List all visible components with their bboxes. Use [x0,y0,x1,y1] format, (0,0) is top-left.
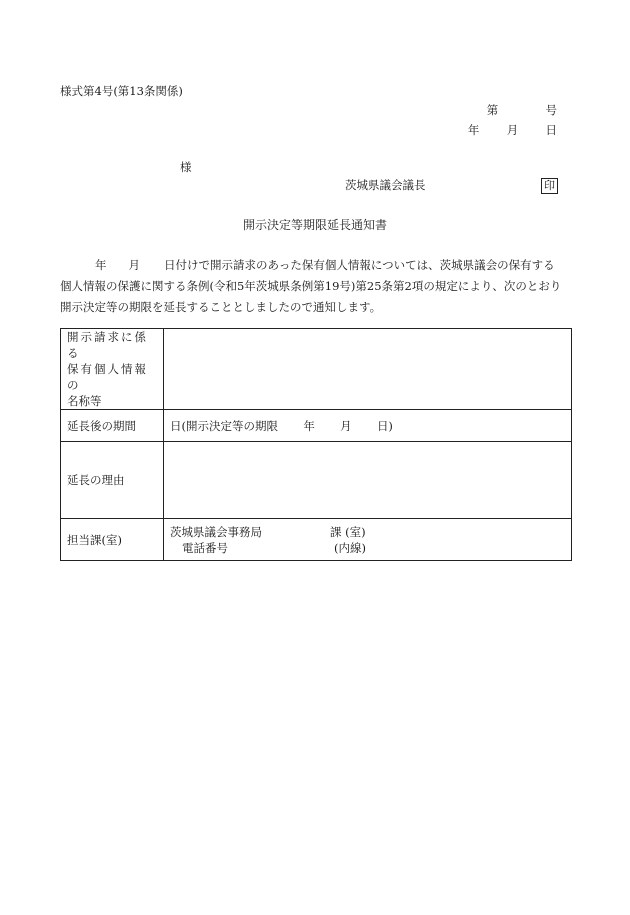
date-day: 日 [545,123,557,137]
table-row [61,329,572,410]
table-row [61,410,572,442]
label-extended-period: 延長後の期間 [61,410,164,442]
value-requested-info [164,329,572,410]
recipient-honorific: 様 [180,160,192,174]
value-responsible-section [164,519,572,561]
notice-body [60,255,575,318]
issue-date-line [468,124,557,138]
contact-line-phone: 電話番号 (内線) [182,540,366,555]
date-month: 月 [506,123,519,137]
table-row [61,519,572,561]
body-line-2: 個人情報の保護に関する条例(令和5年茨城県条例第19号)第25条第2項の規定により、次のとおり [60,279,562,293]
table-row [61,442,572,519]
body-line-1-rest: 日付けで開示請求のあった保有個人情報については、茨城県議会の保有する [164,258,555,272]
body-year: 年 [95,258,107,272]
form-number: 様式第4号(第13条関係) [60,84,183,98]
sender-title: 茨城県議会議長 [345,178,426,192]
notice-table [60,328,572,561]
value-extended-period: 日(開示決定等の期限 年 月 日) [164,410,572,442]
body-line-3: 開示決定等の期限を延長することとしましたので通知します。 [60,300,382,314]
document-title: 開示決定等期限延長通知書 [242,218,387,232]
doc-number-go: 号 [545,103,557,117]
date-year: 年 [467,123,480,137]
contact-line-office: 茨城県議会事務局 課 (室) [170,524,366,539]
seal-stamp: 印 [541,178,558,194]
value-extension-reason [164,442,572,519]
body-line-1 [60,255,575,276]
body-month: 月 [128,258,140,272]
label-extension-reason: 延長の理由 [61,442,164,519]
label-requested-info: 開示請求に係る 保有個人情報の 名称等 [61,329,164,410]
label-responsible-section: 担当課(室) [61,519,164,561]
document-number-line [487,104,557,118]
doc-number-dai: 第 [486,103,499,117]
